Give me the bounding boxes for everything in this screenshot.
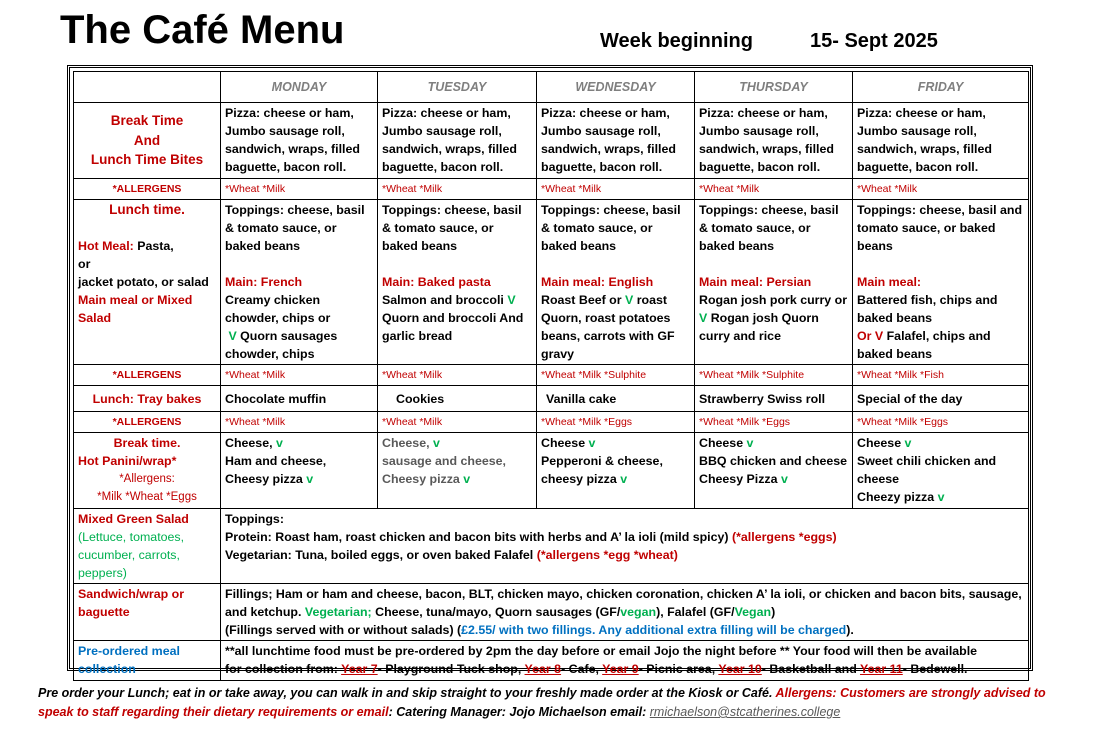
hot-meal-text: Pasta,	[133, 239, 174, 253]
panini-line: BBQ chicken and cheese	[699, 454, 848, 468]
vegetarian-mark: v	[463, 472, 471, 486]
panini-line	[382, 470, 532, 488]
preorder-label: Pre-ordered meal collection	[74, 641, 221, 681]
main-head: Main: French	[225, 275, 303, 289]
main-head: Main meal: Persian	[699, 275, 812, 289]
vegetarian-mark: v	[588, 436, 596, 450]
break-bites-thursday: Pizza: cheese or ham, Jumbo sausage roll, sandwich, wraps, filled baguette, bacon roll.	[695, 103, 853, 179]
allergen-tuesday: *Wheat *Milk	[378, 365, 537, 386]
vegetarian-mark: v	[432, 436, 440, 450]
panini-text: Cheese	[699, 436, 747, 450]
allergen-monday: *Wheat *Milk	[221, 365, 378, 386]
main-body	[382, 291, 532, 345]
label-line: Break Time	[110, 113, 184, 129]
vegan-label: Vegan	[734, 605, 772, 619]
page-title: The Café Menu	[60, 8, 345, 52]
sandwich-row	[74, 584, 1029, 641]
break-bites-tuesday: Pizza: cheese or ham, Jumbo sausage roll, sandwich, wraps, filled baguette, bacon roll.	[378, 103, 537, 179]
panini-line	[225, 434, 373, 452]
vegetarian-mark: Or V	[857, 329, 884, 343]
allergen-wednesday: *Wheat *Milk	[537, 179, 695, 200]
footer-text: : Catering Manager: Jojo Michaelson email:	[388, 705, 650, 719]
preorder-details	[221, 641, 1029, 681]
break-bites-monday: Pizza: cheese or ham, Jumbo sausage roll, sandwich, wraps, filled baguette, bacon roll.	[221, 103, 378, 179]
salad-ingredients: (Lettuce, tomatoes, cucumber, carrots, peppers)	[78, 530, 185, 580]
main-body	[541, 291, 690, 363]
footer-note	[38, 684, 1078, 722]
panini-line	[699, 434, 848, 452]
tray-monday: Chocolate muffin	[221, 386, 378, 412]
location: - Bedewell.	[902, 662, 968, 676]
label-line: And	[133, 132, 161, 148]
allergen-tuesday: *Wheat *Milk	[378, 179, 537, 200]
hot-meal-line	[78, 237, 216, 255]
main-text: roast Quorn, roast potatoes beans, carrots with GF gravy	[541, 293, 675, 361]
footer-text: Pre order your Lunch; eat in or take away, you can walk in and skip straight to your freshly made order at the Kiosk or Café.	[38, 686, 776, 700]
allergen-thursday: *Wheat *Milk	[695, 179, 853, 200]
panini-text: Cheese,	[225, 436, 276, 450]
year-9: Year 9	[602, 662, 639, 676]
panini-monday	[221, 433, 378, 509]
tray-bakes-row	[74, 386, 1029, 412]
week-date: 15- Sept 2025	[810, 30, 938, 52]
tray-friday: Special of the day	[853, 386, 1029, 412]
vegetarian-mark: V	[625, 293, 634, 307]
hot-meal-alt: jacket potato, or salad	[78, 275, 209, 289]
panini-subtitle: Hot Panini/wrap*	[78, 454, 177, 468]
panini-line	[541, 470, 690, 488]
break-bites-wednesday: Pizza: cheese or ham, Jumbo sausage roll, sandwich, wraps, filled baguette, bacon roll.	[537, 103, 695, 179]
main-text: Rogan josh Quorn curry and rice	[699, 311, 819, 343]
panini-line: sausage and cheese,	[382, 454, 506, 468]
main-mixed-label: Main meal or Mixed Salad	[78, 293, 193, 325]
panini-wednesday	[537, 433, 695, 509]
break-bites-friday: Pizza: cheese or ham, Jumbo sausage roll, sandwich, wraps, filled baguette, bacon roll.	[853, 103, 1029, 179]
panini-label	[74, 433, 221, 509]
salad-details	[221, 509, 1029, 584]
menu-table	[73, 71, 1029, 681]
break-allergens-row	[74, 179, 1029, 200]
panini-allergen-title: *Allergens:	[119, 473, 175, 485]
lunch-friday	[853, 200, 1029, 365]
lunch-wednesday	[537, 200, 695, 365]
panini-text: Cheese,	[382, 436, 433, 450]
main-text: Salmon and broccoli	[382, 293, 508, 307]
break-bites-row	[74, 103, 1029, 179]
preorder-text: **all lunchtime food must be pre-ordered by 2pm the day before or email Jojo the night before ** Your food will then be available	[225, 644, 978, 658]
tray-wednesday: Vanilla cake	[537, 386, 695, 412]
panini-line	[225, 470, 373, 488]
allergen-label: *ALLERGENS	[74, 179, 221, 200]
salad-title: Mixed Green Salad	[78, 512, 189, 526]
panini-title: Break time.	[113, 436, 181, 450]
vegetarian-mark: V	[699, 311, 708, 325]
lunch-allergens-row	[74, 365, 1029, 386]
served-text: ).	[846, 623, 854, 637]
fillings-text: Fillings; Ham or ham and cheese, bacon, BLT, chicken mayo, chicken coronation, chicken A’ la ioli, or chicken and bacon bits, sausage, and ketchup.	[225, 587, 1022, 619]
main-text: Quorn sausages chowder, chips	[225, 329, 338, 361]
allergen-thursday: *Wheat *Milk *Eggs	[695, 412, 853, 433]
day-friday: FRIDAY	[853, 72, 1029, 103]
panini-line	[857, 488, 1024, 506]
panini-text: Cheesy pizza	[382, 472, 464, 486]
veg-fillings: Cheese, tuna/mayo, Quorn sausages (GF/	[371, 605, 621, 619]
panini-line	[382, 434, 532, 452]
year-11: Year 11	[860, 662, 903, 676]
panini-text: Cheezy pizza	[857, 490, 938, 504]
corner-cell	[74, 72, 221, 103]
lunch-title: Lunch time.	[109, 202, 185, 217]
vegetarian-mark: v	[306, 472, 314, 486]
salad-veg	[225, 546, 1024, 564]
veg-fillings: )	[771, 605, 776, 619]
day-thursday: THURSDAY	[695, 72, 853, 103]
toppings: Toppings: cheese, basil & tomato sauce, or baked beans	[541, 203, 681, 253]
panini-row	[74, 433, 1029, 509]
toppings: Toppings: cheese, basil and tomato sauce, or baked beans	[857, 203, 1023, 253]
panini-text: cheesy pizza	[541, 472, 621, 486]
toppings: Toppings: cheese, basil & tomato sauce, or baked beans	[699, 203, 839, 253]
lunch-tuesday	[378, 200, 537, 365]
panini-text: Cheesy pizza	[225, 472, 307, 486]
panini-line	[857, 434, 1024, 452]
allergen-monday: *Wheat *Milk	[221, 179, 378, 200]
year-8: Year 8	[524, 662, 562, 676]
panini-line	[699, 470, 848, 488]
lunch-monday	[221, 200, 378, 365]
location: - Picnic area,	[638, 662, 719, 676]
tray-tuesday: Cookies	[378, 386, 537, 412]
day-wednesday: WEDNESDAY	[537, 72, 695, 103]
location: - Playground Tuck shop,	[377, 662, 525, 676]
allergen-friday: *Wheat *Milk	[853, 179, 1029, 200]
allergen-wednesday: *Wheat *Milk *Eggs	[537, 412, 695, 433]
main-body	[699, 291, 848, 345]
lunch-label	[74, 200, 221, 365]
vegetarian-mark: v	[620, 472, 628, 486]
hot-meal-label: Hot Meal:	[78, 239, 134, 253]
panini-text: Cheese	[857, 436, 905, 450]
email-link[interactable]: rmichaelson@stcatherines.college	[649, 705, 841, 719]
sandwich-details	[221, 584, 1029, 641]
main-head: Main meal: English	[541, 275, 654, 289]
veg-allergens: (*allergens *egg *wheat)	[536, 548, 678, 562]
toppings: Toppings: cheese, basil & tomato sauce, or baked beans	[382, 203, 522, 253]
footer-allergen-warning: Allergens: Customers are strongly advised to speak to staff regarding their dietary requirements or email	[38, 686, 1046, 719]
vegetarian-mark: v	[275, 436, 283, 450]
vegetarian-mark: V	[507, 293, 516, 307]
allergen-label: *ALLERGENS	[74, 412, 221, 433]
day-header-row	[74, 72, 1029, 103]
lunch-thursday	[695, 200, 853, 365]
salad-protein	[225, 528, 1024, 546]
preorder-line-2	[225, 660, 1024, 678]
main-text: Roast Beef or	[541, 293, 625, 307]
panini-text: Cheese	[541, 436, 589, 450]
preorder-text: for collection from:	[225, 662, 342, 676]
main-head: Main meal:	[857, 275, 922, 289]
day-tuesday: TUESDAY	[378, 72, 537, 103]
salad-row	[74, 509, 1029, 584]
panini-line: Sweet chili chicken and cheese	[857, 454, 997, 486]
preorder-row	[74, 641, 1029, 681]
panini-line: Ham and cheese,	[225, 454, 327, 468]
main-body	[857, 291, 1024, 363]
main-text: Falafel, chips and baked beans	[857, 329, 991, 361]
tray-bakes-label: Lunch: Tray bakes	[74, 386, 221, 412]
hot-meal-or: or	[78, 257, 91, 271]
panini-allergens: *Milk *Wheat *Eggs	[97, 491, 197, 503]
location: - Basketball and	[761, 662, 861, 676]
label-line: Lunch Time Bites	[90, 152, 204, 168]
panini-tuesday	[378, 433, 537, 509]
main-text: Rogan josh pork curry or	[699, 293, 848, 307]
allergen-label: *ALLERGENS	[74, 365, 221, 386]
year-10: Year 10	[718, 662, 762, 676]
main-text: Quorn and broccoli And garlic bread	[382, 311, 524, 343]
main-head: Main: Baked pasta	[382, 275, 491, 289]
break-bites-label	[74, 103, 221, 179]
vegetarian-mark: v	[746, 436, 754, 450]
main-body	[225, 291, 373, 363]
lunch-row	[74, 200, 1029, 365]
veg-text: Vegetarian: Tuna, boiled eggs, or oven baked Falafel	[225, 548, 537, 562]
sandwich-label: Sandwich/wrap or baguette	[74, 584, 221, 641]
panini-text: Cheesy Pizza	[699, 472, 781, 486]
allergen-friday: *Wheat *Milk *Eggs	[853, 412, 1029, 433]
location: - Cafe,	[561, 662, 603, 676]
salad-toppings-title: Toppings:	[225, 512, 284, 526]
tray-thursday: Strawberry Swiss roll	[695, 386, 853, 412]
week-label: Week beginning	[600, 30, 753, 52]
main-text: Battered fish, chips and baked beans	[857, 293, 998, 325]
panini-line	[541, 434, 690, 452]
vegan-label: vegan	[620, 605, 657, 619]
salad-label	[74, 509, 221, 584]
vegetarian-mark: v	[937, 490, 945, 504]
toppings: Toppings: cheese, basil & tomato sauce, or baked beans	[225, 203, 365, 253]
panini-thursday	[695, 433, 853, 509]
protein-text: Protein: Roast ham, roast chicken and bacon bits with herbs and A’ la ioli (mild spicy)	[225, 530, 732, 544]
vegetarian-label: Vegetarian;	[304, 605, 372, 619]
protein-allergens: (*allergens *eggs)	[731, 530, 837, 544]
panini-line: Pepperoni & cheese,	[541, 454, 663, 468]
vegetarian-mark: V	[228, 329, 237, 343]
day-monday: MONDAY	[221, 72, 378, 103]
vegetarian-mark: v	[780, 472, 788, 486]
allergen-thursday: *Wheat *Milk *Sulphite	[695, 365, 853, 386]
year-7: Year 7	[341, 662, 378, 676]
preorder-line-1	[225, 642, 1024, 660]
allergen-wednesday: *Wheat *Milk *Sulphite	[537, 365, 695, 386]
allergen-monday: *Wheat *Milk	[221, 412, 378, 433]
tray-allergens-row	[74, 412, 1029, 433]
price-text: £2.55/ with two fillings. Any additional extra filling will be charged	[461, 623, 847, 637]
vegetarian-mark: v	[904, 436, 912, 450]
panini-friday	[853, 433, 1029, 509]
veg-fillings: ), Falafel (GF/	[656, 605, 735, 619]
allergen-friday: *Wheat *Milk *Fish	[853, 365, 1029, 386]
main-text: Creamy chicken chowder, chips or	[225, 293, 331, 325]
allergen-tuesday: *Wheat *Milk	[378, 412, 537, 433]
served-text: (Fillings served with or without salads) (	[225, 623, 462, 637]
